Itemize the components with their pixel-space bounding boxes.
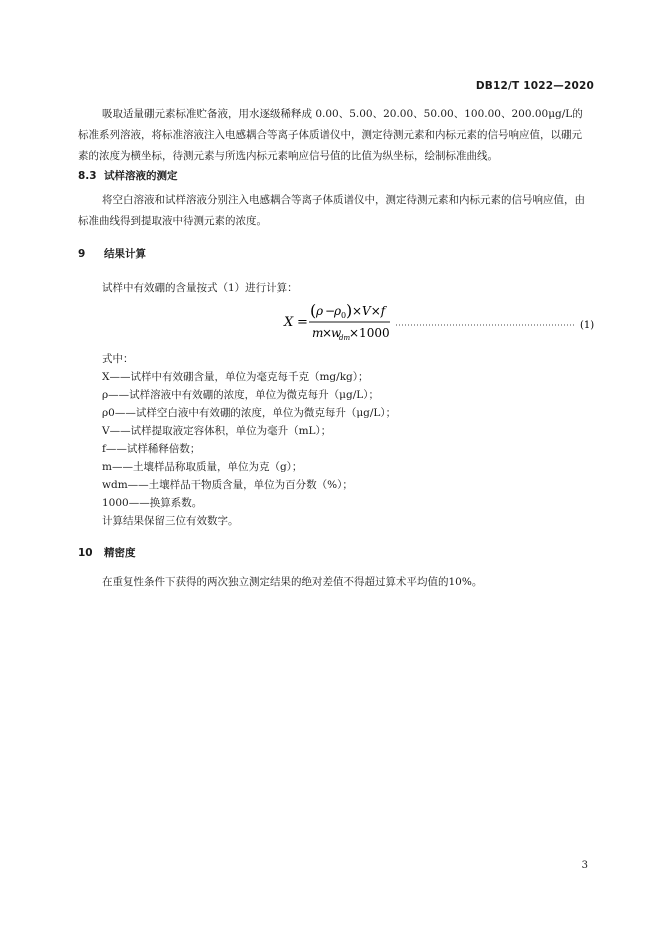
precision-paragraph: 在重复性条件下获得的两次独立测定结果的绝对差值不得超过算术平均值的10%。 xyxy=(102,576,483,588)
result-formula xyxy=(282,302,600,342)
variable-definitions xyxy=(102,350,396,530)
page-number: 3 xyxy=(581,860,588,871)
calibration-paragraph: 吸取适量硼元素标准贮备液，用水逐级稀释成 0.00、5.00、20.00、50.00、100.00、200.00μg/L的标准系列溶液，将标准溶液注入电感耦合等离子体质谱仪中，测定待测元素和内标元素的信号响应值，以硼元素的浓度为横坐标，待测元素与所选内标元素响应信号值的比值为纵坐标，绘制标准曲线。 xyxy=(78,108,583,162)
formula-minus: − xyxy=(325,304,336,318)
formula-rho0: ρ xyxy=(334,304,342,318)
definition-line: 计算结果保留三位有效数字。 xyxy=(102,515,239,527)
definition-line: V——试样提取液定容体积，单位为毫升（mL）； xyxy=(102,425,332,437)
formula-open-paren: ( xyxy=(310,302,317,320)
formula-numerator-rest: ×V×f xyxy=(352,304,386,318)
definition-line: ρ0——试样空白液中有效硼的浓度，单位为微克每升（μg/L）； xyxy=(102,407,397,419)
formula-m: m xyxy=(312,326,324,340)
equation-number: (1) xyxy=(580,320,595,331)
formula-w-subscript: dm xyxy=(339,334,351,342)
definition-line: m——土壤样品称取质量，单位为克（g）； xyxy=(102,461,303,473)
section-number: 8.3 xyxy=(78,170,97,182)
section-title: 结果计算 xyxy=(104,248,146,260)
formula-lhs: X xyxy=(284,315,294,330)
definition-line: 式中： xyxy=(102,353,134,365)
definition-line: 1000——换算系数。 xyxy=(102,497,203,509)
section-number: 10 xyxy=(78,547,93,559)
formula-close-paren: ) xyxy=(346,302,353,320)
formula-rho0-subscript: 0 xyxy=(341,311,347,320)
definition-line: wdm——土壤样品干物质含量，单位为百分数（%）； xyxy=(102,479,353,491)
section-9-heading xyxy=(78,246,146,261)
definition-line: ρ——试样溶液中有效硼的浓度，单位为微克每升（μg/L）； xyxy=(102,389,379,401)
formula-times: × xyxy=(322,326,333,340)
section-number: 9 xyxy=(78,248,86,260)
formula-rho: ρ xyxy=(316,304,324,318)
section-title: 精密度 xyxy=(104,547,136,559)
section-title: 试样溶液的测定 xyxy=(104,170,178,182)
formula-equals: = xyxy=(297,315,308,330)
sample-measurement-paragraph: 将空白溶液和试样溶液分别注入电感耦合等离子体质谱仪中，测定待测元素和内标元素的信号响应值，由标准曲线得到提取液中待测元素的浓度。 xyxy=(78,194,585,227)
definition-line: f——试样稀释倍数； xyxy=(102,443,201,455)
formula-w: w xyxy=(331,326,342,340)
section-10-heading xyxy=(78,545,136,560)
document-id-header: DB12/T 1022—2020 xyxy=(475,80,594,92)
formula-denominator-rest: ×1000 xyxy=(349,326,390,340)
formula-intro: 试样中有效硼的含量按式（1）进行计算： xyxy=(102,282,298,294)
definition-line: X——试样中有效硼含量，单位为毫克每千克（mg/kg）； xyxy=(102,371,369,383)
section-8-3-heading xyxy=(78,168,178,183)
